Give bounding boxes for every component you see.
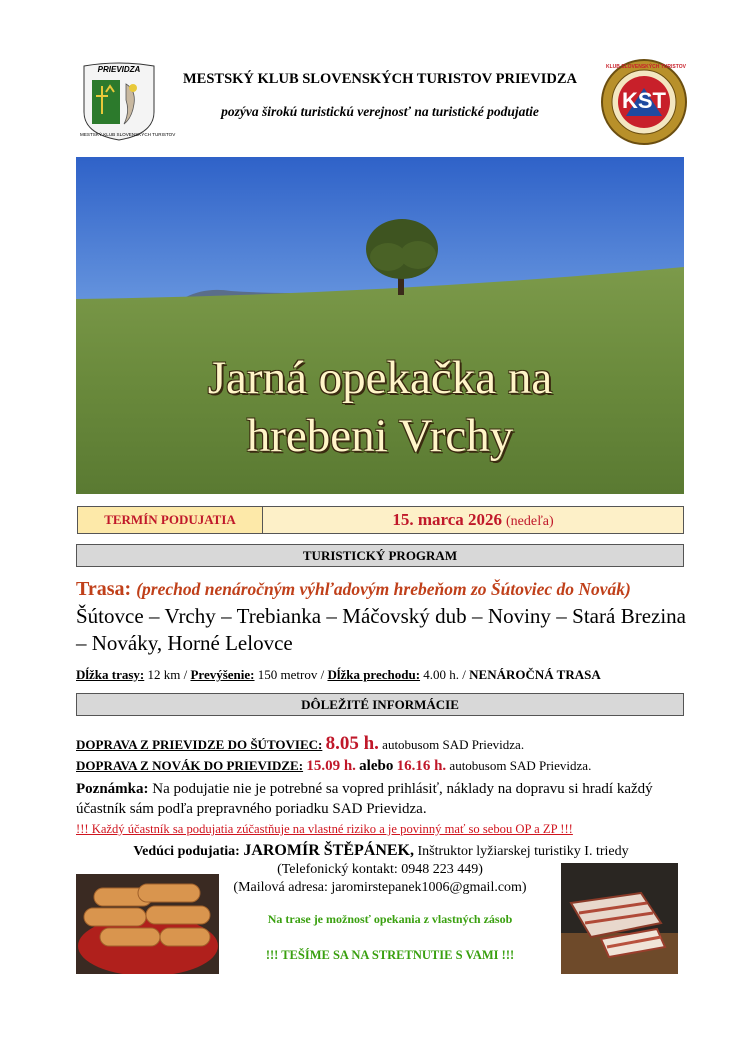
route-description: (prechod nenáročným výhľadovým hrebeňom zo Šútoviec do Novák) [136,579,631,599]
organization-name: MESTSKÝ KLUB SLOVENSKÝCH TURISTOV PRIEVIDZA [182,71,578,87]
leader-label: Vedúci podujatia: [133,844,240,859]
route-stops: Šútovce – Vrchy – Trebianka – Máčovský dub – Noviny – Stará Brezina – Nováky, Horné Lelovce [76,604,686,655]
duration-value: 4.00 h. / [423,667,466,682]
transport-back-time1: 15.09 h. [306,758,356,774]
date-label-cell: TERMÍN PODUJATIA [77,506,263,534]
info-heading: DÔLEŽITÉ INFORMÁCIE [76,693,684,716]
risk-warning: !!! Každý účastník sa podujatia zúčastňuje na vlastné riziko a je povinný mať so sebou OP a ZP !!! [76,822,573,836]
kst-monogram: KST [622,88,666,113]
duration-label: Dĺžka prechodu: [327,667,421,682]
length-value: 12 km / [147,667,188,682]
sausages-photo [76,874,219,974]
event-title [76,349,684,465]
difficulty: NENÁROČNÁ TRASA [469,667,601,682]
event-title-line2: hrebeni Vrchy [246,410,514,462]
event-date: 15. marca 2026 [392,510,503,529]
leader-name: JAROMÍR ŠTĚPÁNEK, [243,842,414,859]
transport-to-label: DOPRAVA Z PRIEVIDZE DO ŠÚTOVIEC: [76,737,323,752]
climb-label: Prevýšenie: [190,667,255,682]
transport-back-or: alebo [359,758,394,774]
route-header [76,577,686,601]
roast-note: Na trase je možnosť opekania z vlastných zásob [267,912,513,926]
date-value-cell [263,506,684,534]
route-stats [76,667,686,683]
bacon-photo [561,863,678,974]
transport-back-time2: 16.16 h. [396,758,447,774]
leader-line [76,842,686,860]
event-day: (nedeľa) [506,514,554,529]
logo-left-ring-text: MESTSKÝ KLUB SLOVENSKÝCH TURISTOV [80,132,176,137]
leader-role: Inštruktor lyžiarskej turistiky I. triedy [417,844,629,859]
hero-landscape-photo [76,157,684,494]
route-label: Trasa: [76,578,132,600]
note-label: Poznámka: [76,781,149,797]
kst-club-logo [600,58,688,146]
climb-value: 150 metrov / [257,667,325,682]
transport-to-line [76,733,688,755]
transport-to-time: 8.05 h. [325,733,379,754]
logo-left-title: PRIEVIDZA [97,65,141,74]
event-title-line1: Jarná opekačka na [207,352,553,404]
invitation-text: pozýva širokú turistickú verejnosť na turistické podujatie [221,104,539,119]
program-heading: TURISTICKÝ PROGRAM [76,544,684,567]
leader-phone: (Telefonický kontakt: 0948 223 449) [277,862,483,877]
transport-back-label: DOPRAVA Z NOVÁK DO PRIEVIDZE: [76,758,304,773]
transport-to-note: autobusom SAD Prievidza. [382,737,525,752]
transport-back-note: autobusom SAD Prievidza. [449,758,592,773]
note-paragraph [76,779,686,819]
transport-back-line [76,758,688,775]
note-text: Na podujatie nie je potrebné sa vopred prihlásiť, náklady na dopravu si hradí každý účastník sám podľa prepravného poriadku SAD Prievidza. [76,781,653,817]
prievidza-coat-of-arms-logo [78,62,176,142]
length-label: Dĺžka trasy: [76,667,145,682]
kst-ring-text: KLUB SLOVENSKÝCH TURISTOV [606,64,686,70]
leader-email: (Mailová adresa: jaromirstepanek1006@gmail.com) [233,880,527,895]
greeting: !!! TEŠÍME SA NA STRETNUTIE S VAMI !!! [265,948,515,962]
